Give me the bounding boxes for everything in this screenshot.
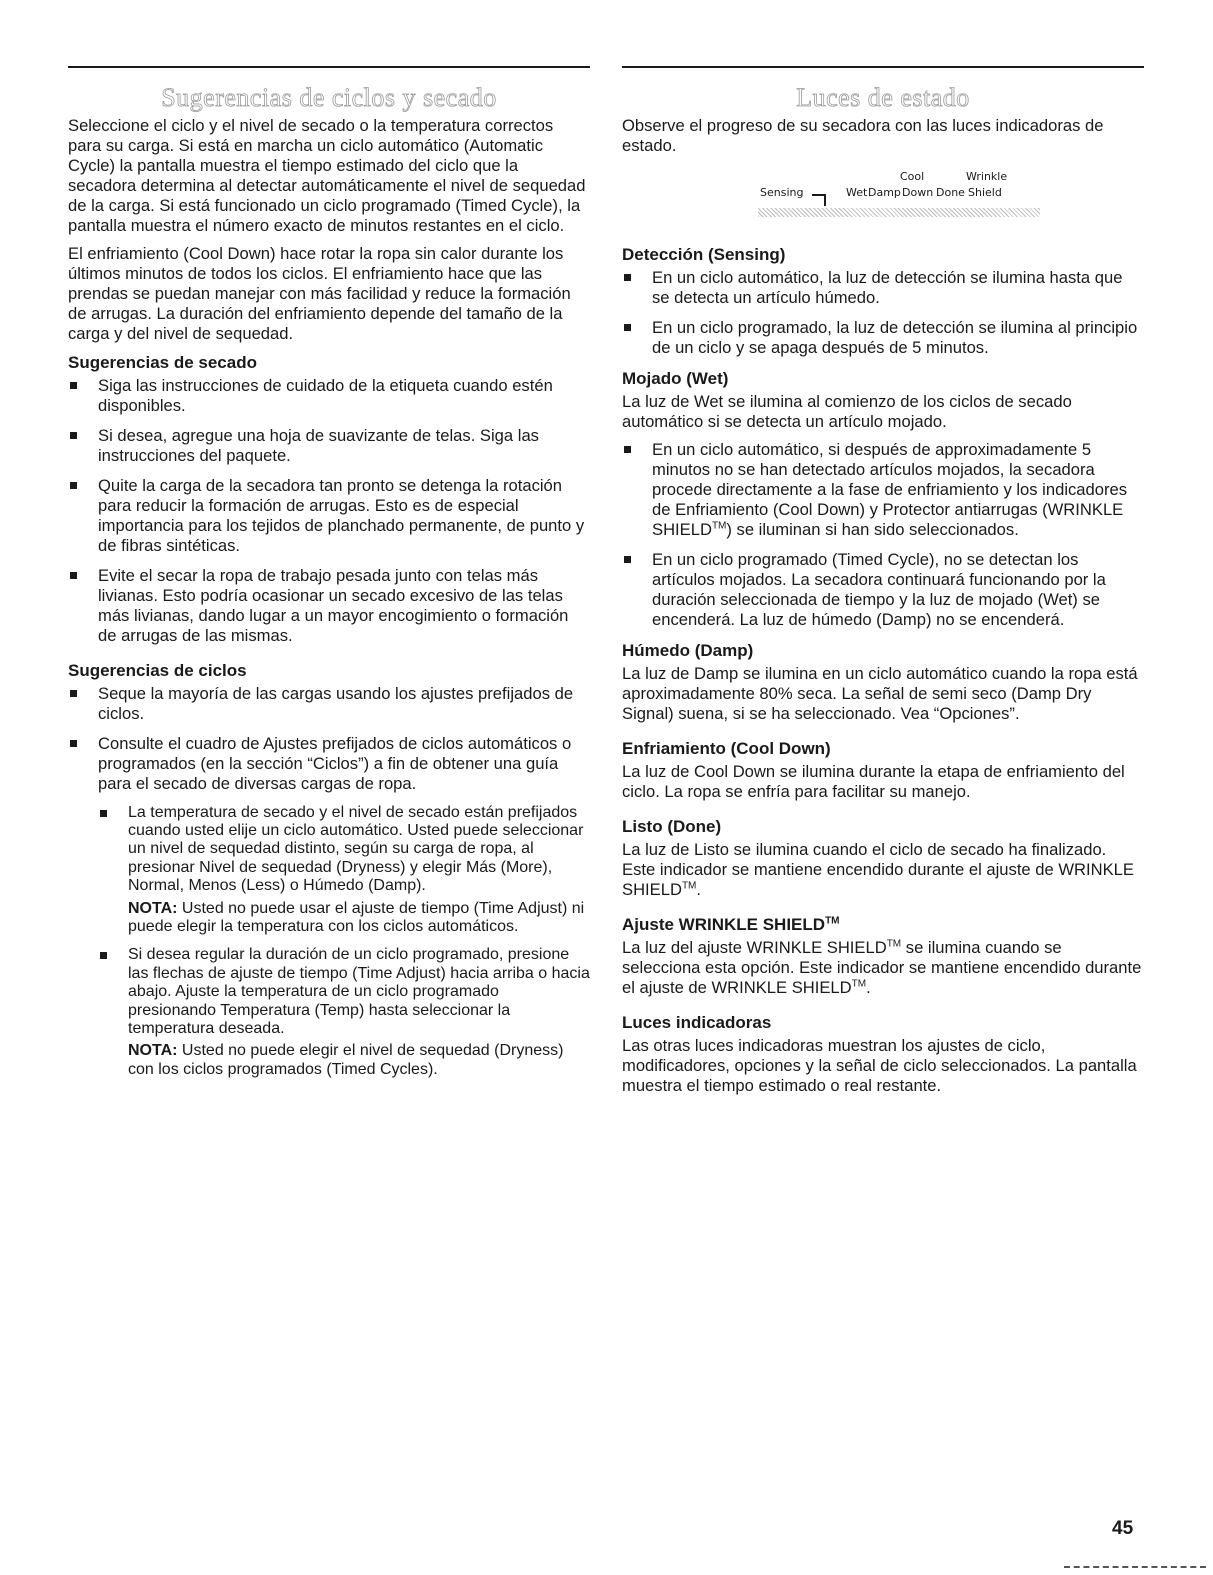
trademark-symbol: TM bbox=[711, 520, 727, 532]
list-item: En un ciclo programado, la luz de detección se ilumina al principio de un ciclo y se apaga después de 5 minutos. bbox=[622, 318, 1144, 358]
sensing-bracket bbox=[812, 194, 826, 206]
page-number: 45 bbox=[1112, 1518, 1134, 1539]
list-item-text: Si desea regular la duración de un ciclo programado, presione las flechas de ajuste de tiempo (Time Adjust) hacia arriba o hacia abajo. Ajuste la temperatura de un ciclo programado presionando Temperatura (Temp) hasta seleccionar la temperatura deseada. bbox=[128, 946, 590, 1038]
wrinkle-text-b: se ilumina cuando se selecciona esta opción. Este indicador se mantiene encendido durante el ajuste de WRINKLE SHIELD bbox=[622, 937, 1142, 997]
indicator-label-wet: Wet bbox=[846, 185, 868, 199]
status-indicator-graphic bbox=[758, 170, 1058, 222]
cycle-tips-sublist bbox=[98, 804, 590, 1080]
status-intro: Observe el progreso de su secadora con las luces indicadoras de estado. bbox=[622, 115, 1104, 155]
indicator-label-sensing: Sensing bbox=[760, 185, 804, 199]
list-item bbox=[98, 804, 590, 937]
wet-text: La luz de Wet se ilumina al comienzo de los ciclos de secado automático si se detecta un artículo mojado. bbox=[622, 391, 1072, 431]
list-item bbox=[98, 946, 590, 1079]
cool-down-paragraph: El enfriamiento (Cool Down) hace rotar la ropa sin calor durante los últimos minutos de todos los ciclos. El enfriamiento hace que las prendas se puedan manejar con más facilidad y reduce la formación de arrugas. La duración del enfriamiento depende del tamaño de la carga y del nivel de sequedad. bbox=[68, 243, 571, 343]
note-label: NOTA: bbox=[128, 899, 178, 917]
wrinkle-shield-text bbox=[622, 938, 1144, 998]
indicator-lights-text: Las otras luces indicadoras muestran los ajustes de ciclo, modificadores, opciones y la señal de ciclo seleccionados. La pantalla muestra el tiempo estimado o real restante. bbox=[622, 1035, 1137, 1095]
list-item: Seque la mayoría de las cargas usando los ajustes prefijados de ciclos. bbox=[68, 684, 590, 724]
drying-tips-list bbox=[68, 376, 590, 646]
list-item-text: En un ciclo automático, si después de approximadamente 5 minutos no se han detectado artículos mojados, la secadora procede directamente a la fase de enfriamiento y los indicadores de Enfriamiento (Cool Down) y Protector antiarrugas (WRINKLE SHIELD bbox=[652, 439, 1128, 539]
done-text bbox=[622, 840, 1144, 900]
indicator-lights-heading: Luces indicadoras bbox=[622, 1012, 772, 1032]
note bbox=[128, 900, 590, 937]
list-item bbox=[622, 440, 1144, 540]
list-item: En un ciclo automático, la luz de detección se ilumina hasta que se detecta un artículo húmedo. bbox=[622, 268, 1144, 308]
wrinkle-text-a: La luz del ajuste WRINKLE SHIELD bbox=[622, 937, 887, 957]
wrinkle-shield-heading bbox=[622, 914, 1144, 935]
right-column bbox=[622, 66, 1144, 1104]
list-item: Quite la carga de la secadora tan pronto se detenga la rotación para reducir la formación de arrugas. Esto es de especial importancia para los tejidos de planchado permanente, de punto y de fibras sintéticas. bbox=[68, 476, 590, 556]
list-item: Siga las instrucciones de cuidado de la etiqueta cuando estén disponibles. bbox=[68, 376, 590, 416]
note bbox=[128, 1042, 590, 1079]
indicator-label-damp: Damp bbox=[868, 185, 901, 199]
wet-list bbox=[622, 440, 1144, 630]
cool-down-heading: Enfriamiento (Cool Down) bbox=[622, 738, 831, 758]
section-title-cycle-drying-tips: Sugerencias de ciclos y secado bbox=[161, 83, 497, 112]
list-item: Consulte el cuadro de Ajustes prefijados de ciclos automáticos o programados (en la sección “Ciclos”) a fin de obtener una guía para el secado de diversas cargas de ropa. bbox=[68, 734, 590, 794]
note-text: Usted no puede usar el ajuste de tiempo (Time Adjust) ni puede elegir la temperatura con los ciclos automáticos. bbox=[128, 899, 585, 936]
cycle-tips-list bbox=[68, 684, 590, 794]
note-text: Usted no puede elegir el nivel de sequedad (Dryness) con los ciclos programados (Timed Cycles). bbox=[128, 1042, 564, 1078]
drying-tips-heading: Sugerencias de secado bbox=[68, 352, 257, 372]
list-item-text: La temperatura de secado y el nivel de secado están prefijados cuando usted elije un ciclo automático. Usted puede seleccionar un nivel de sequedad distinto, según su carga de ropa, al presionar Nivel de sequedad (Dryness) y elegir Más (More), Normal, Menos (Less) o Húmedo (Damp). bbox=[128, 803, 584, 895]
indicator-label-down: Down bbox=[902, 185, 934, 199]
top-rule-left bbox=[68, 66, 590, 68]
trademark-symbol: TM bbox=[825, 914, 840, 926]
bottom-rule bbox=[1064, 1566, 1206, 1568]
list-item: Si desea, agregue una hoja de suavizante de telas. Siga las instrucciones del paquete. bbox=[68, 426, 590, 466]
wet-heading: Mojado (Wet) bbox=[622, 368, 729, 388]
indicator-label-done: Done bbox=[936, 185, 965, 199]
note-label: NOTA: bbox=[128, 1042, 178, 1060]
intro-paragraph: Seleccione el ciclo y el nivel de secado o la temperatura correctos para su carga. Si está en marcha un ciclo automático (Automatic Cycle) la pantalla muestra el tiempo estimado del ciclo que la secadora determina al detectar automáticamente el nivel de sequedad de la carga. Si está funcionado un ciclo programado (Timed Cycle), la pantalla muestra el número exacto de minutos restantes en el ciclo. bbox=[68, 115, 586, 235]
top-rule-right bbox=[622, 66, 1144, 68]
sensing-list bbox=[622, 268, 1144, 358]
wrinkle-shield-heading-text: Ajuste WRINKLE SHIELD bbox=[622, 914, 826, 934]
trademark-symbol: TM bbox=[886, 938, 902, 950]
trademark-symbol: TM bbox=[681, 880, 697, 892]
list-item: Evite el secar la ropa de trabajo pesada junto con telas más livianas. Esto podría ocasionar un secado excesivo de las telas más livianas, dando lugar a un mayor encogimiento o formación de arrugas de las mismas. bbox=[68, 566, 590, 646]
indicator-label-shield: Shield bbox=[968, 185, 1002, 199]
indicator-light-bar bbox=[758, 208, 1040, 217]
cool-down-text: La luz de Cool Down se ilumina durante la etapa de enfriamiento del ciclo. La ropa se enfría para facilitar su manejo. bbox=[622, 761, 1125, 801]
done-heading: Listo (Done) bbox=[622, 816, 722, 836]
damp-heading: Húmedo (Damp) bbox=[622, 640, 754, 660]
indicator-label-wrinkle: Wrinkle bbox=[966, 169, 1008, 183]
list-item-text: ) se iluminan si han sido seleccionados. bbox=[726, 519, 1019, 539]
wrinkle-text-c: . bbox=[866, 977, 871, 997]
trademark-symbol: TM bbox=[851, 978, 867, 990]
list-item: En un ciclo programado (Timed Cycle), no se detectan los artículos mojados. La secadora continuará funcionando por la duración seleccionada de tiempo y la luz de mojado (Wet) se encenderá. La luz de húmedo (Damp) no se encenderá. bbox=[622, 550, 1144, 630]
damp-text: La luz de Damp se ilumina en un ciclo automático cuando la ropa está aproximadamente 80% seca. La señal de semi seco (Damp Dry Signal) suena, si se ha seleccionado. Vea “Opciones”. bbox=[622, 663, 1138, 723]
indicator-label-cool: Cool bbox=[900, 169, 925, 183]
done-text-main: La luz de Listo se ilumina cuando el ciclo de secado ha finalizado. Este indicador se mantiene encendido durante el ajuste de WRINKLE SHIELD bbox=[622, 839, 1134, 899]
done-text-end: . bbox=[696, 879, 702, 899]
left-column bbox=[68, 66, 590, 1089]
cycle-tips-heading: Sugerencias de ciclos bbox=[68, 660, 247, 680]
sensing-heading: Detección (Sensing) bbox=[622, 244, 786, 264]
section-title-status-lights: Luces de estado bbox=[796, 83, 970, 112]
